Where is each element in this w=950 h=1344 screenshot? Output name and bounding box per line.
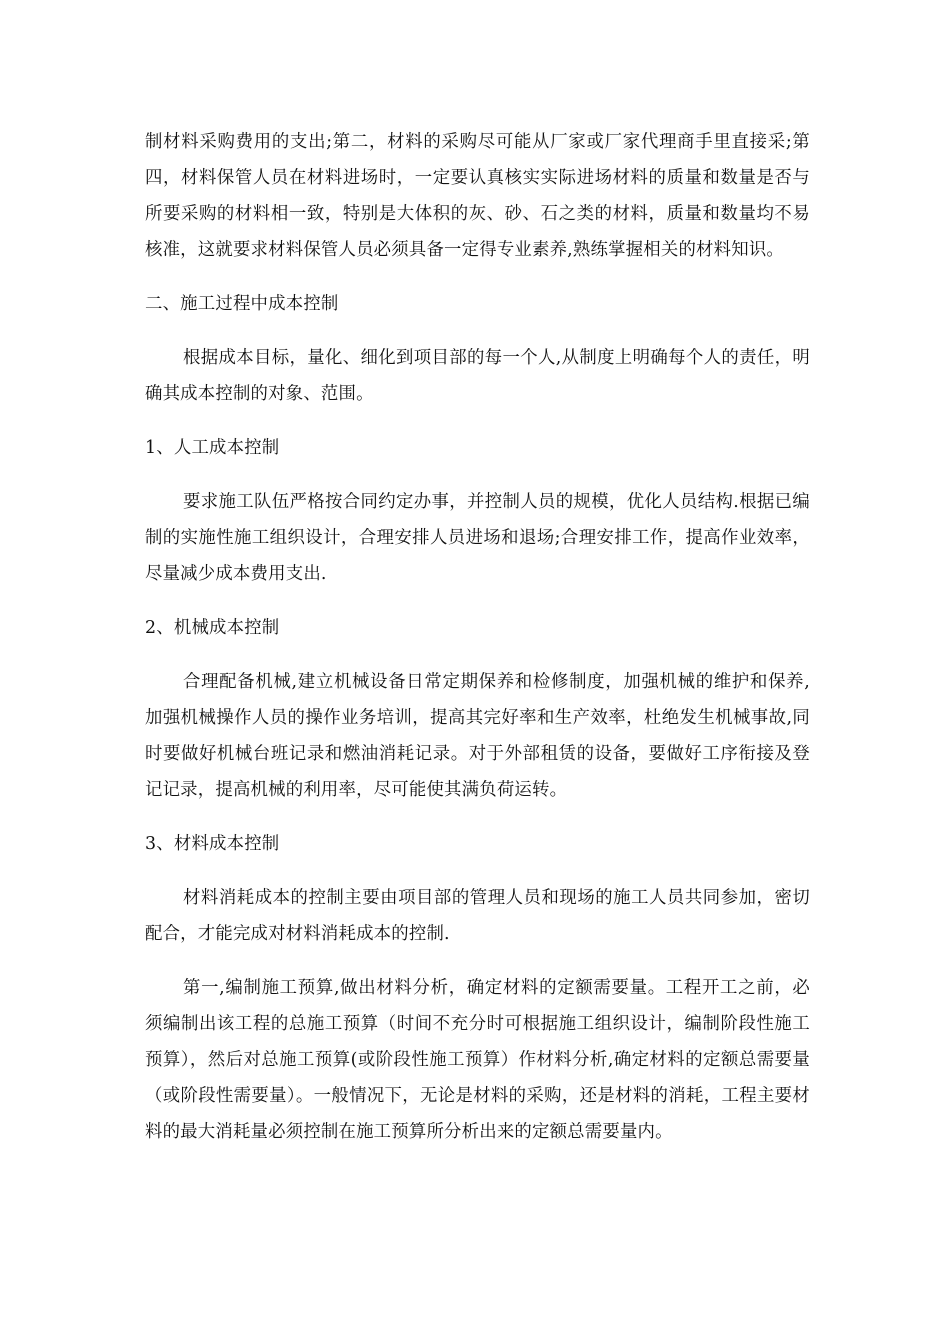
paragraph-construction-budget: 第一,编制施工预算,做出材料分析，确定材料的定额需要量。工程开工之前，必须编制出该工程的总施工预算（时间不充分时可根据施工组织设计，编制阶段性施工预算），然后对总施工预算(或阶段性施工预算）作材料分析,确定材料的定额总需要量（或阶段性需要量）。一般情况下，无论是材料的采购，还是材料的消耗，工程主要材料的最大消耗量必须控制在施工预算所分析出来的定额总需要量内。 (145, 978, 810, 1142)
paragraph-cost-target: 根据成本目标，量化、细化到项目部的每一个人,从制度上明确每个人的责任，明确其成本控制的对象、范围。 (145, 348, 810, 404)
section-heading-construction-cost-control: 二、施工过程中成本控制 (145, 294, 339, 314)
document-body (145, 124, 810, 1168)
subheading-labor-cost-control: 1、人工成本控制 (145, 438, 280, 458)
paragraph-material-consumption: 材料消耗成本的控制主要由项目部的管理人员和现场的施工人员共同参加，密切配合，才能完成对材料消耗成本的控制. (145, 888, 810, 944)
subheading-machinery-cost-control: 2、机械成本控制 (145, 618, 280, 638)
paragraph-machinery-cost: 合理配备机械,建立机械设备日常定期保养和检修制度，加强机械的维护和保养,加强机械操作人员的操作业务培训，提高其完好率和生产效率，杜绝发生机械事故,同时要做好机械台班记录和燃油消耗记录。对于外部租赁的设备，要做好工序衔接及登记记录，提高机械的利用率，尽可能使其满负荷运转。 (145, 672, 810, 800)
paragraph-labor-cost: 要求施工队伍严格按合同约定办事，并控制人员的规模，优化人员结构.根据已编制的实施性施工组织设计，合理安排人员进场和退场;合理安排工作，提高作业效率，尽量减少成本费用支出. (145, 492, 810, 584)
paragraph-material-procurement: 制材料采购费用的支出;第二，材料的采购尽可能从厂家或厂家代理商手里直接采;第四，材料保管人员在材料进场时，一定要认真核实实际进场材料的质量和数量是否与所要采购的材料相一致，特别是大体积的灰、砂、石之类的材料，质量和数量均不易核准，这就要求材料保管人员必须具备一定得专业素养,熟练掌握相关的材料知识。 (145, 132, 810, 260)
subheading-material-cost-control: 3、材料成本控制 (145, 834, 280, 854)
